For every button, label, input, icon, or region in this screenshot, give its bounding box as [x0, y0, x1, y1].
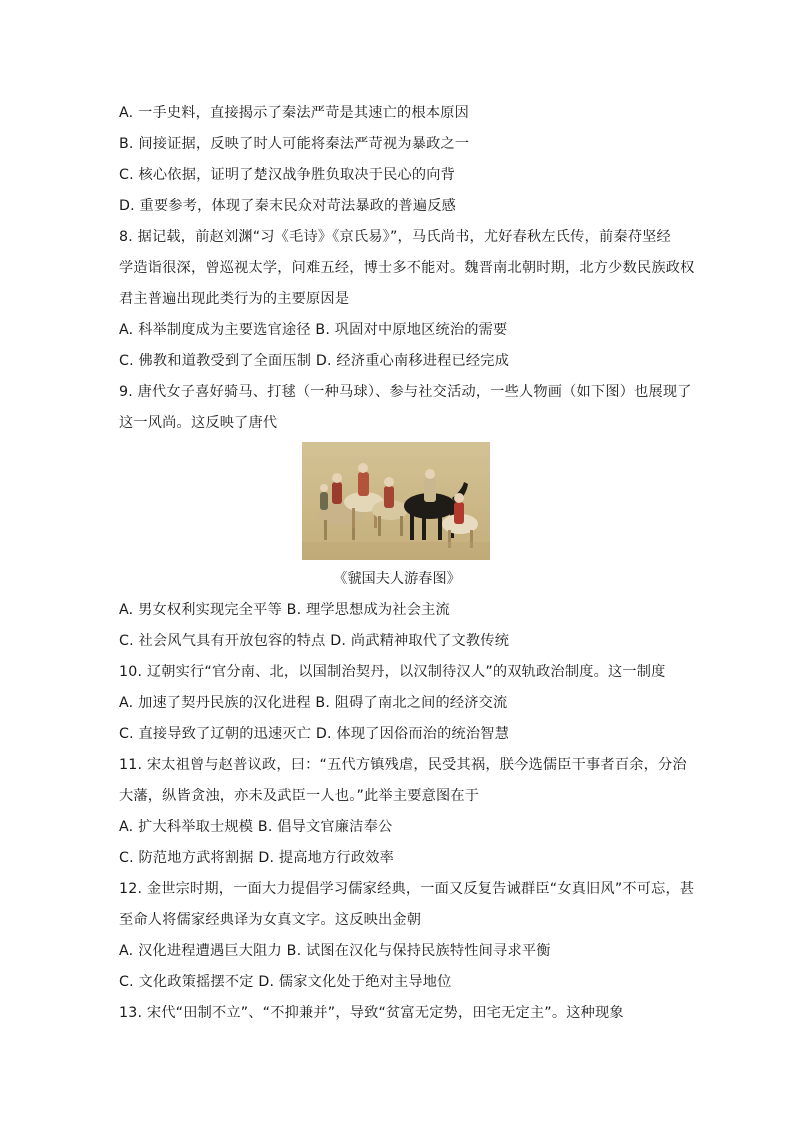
- question-11-line-1: 11. 宋太祖曾与赵普议政，曰：“五代方镇残虐，民受其祸，朕今选儒臣干事者百余，分治: [119, 757, 687, 773]
- question-8-line-3: 君主普遍出现此类行为的主要原因是: [119, 291, 350, 307]
- options-9-cd: C. 社会风气具有开放包容的特点 D. 尚武精神取代了文教传统: [119, 633, 510, 649]
- options-10-ab: A. 加速了契丹民族的汉化进程 B. 阻碍了南北之间的经济交流: [119, 695, 508, 711]
- options-12-cd: C. 文化政策摇摆不定 D. 儒家文化处于绝对主导地位: [119, 974, 452, 990]
- options-8-ab: A. 科举制度成为主要选官途径 B. 巩固对中原地区统治的需要: [119, 322, 508, 338]
- options-8-cd: C. 佛教和道教受到了全面压制 D. 经济重心南移进程已经完成: [119, 353, 510, 369]
- question-13: 13. 宋代“田制不立”、“不抑兼并”，导致“贫富无定势，田宅无定主”。这种现象: [119, 1005, 624, 1021]
- horse-riding-painting: [302, 442, 490, 560]
- question-12-line-1: 12. 金世宗时期，一面大力提倡学习儒家经典，一面又反复告诫群臣“女真旧风”不可忘，甚: [119, 881, 695, 897]
- option-7d: D. 重要参考，体现了秦末民众对苛法暴政的普遍反感: [119, 198, 457, 214]
- question-12-line-2: 至命人将儒家经典译为女真文字。这反映出金朝: [119, 912, 422, 928]
- options-9-ab: A. 男女权利实现完全平等 B. 理学思想成为社会主流: [119, 602, 450, 618]
- painting-figure: [302, 442, 490, 560]
- option-7b: B. 间接证据，反映了时人可能将秦法严苛视为暴政之一: [119, 136, 470, 152]
- question-8-line-2: 学造诣很深，曾巡视太学，问难五经，博士多不能对。魏晋南北朝时期，北方少数民族政权: [119, 260, 695, 276]
- question-8-line-1: 8. 据记载，前赵刘渊“习《毛诗》《京氏易》”，马氏尚书，尤好春秋左氏传，前秦苻坚经: [119, 229, 671, 245]
- question-10: 10. 辽朝实行“官分南、北，以国制治契丹，以汉制待汉人”的双轨政治制度。这一制度: [119, 664, 666, 680]
- figure-caption: 《虢国夫人游春图》: [333, 571, 461, 587]
- options-12-ab: A. 汉化进程遭遇巨大阻力 B. 试图在汉化与保持民族特性间寻求平衡: [119, 943, 551, 959]
- options-10-cd: C. 直接导致了辽朝的迅速灭亡 D. 体现了因俗而治的统治智慧: [119, 726, 510, 742]
- question-9-line-1: 9. 唐代女子喜好骑马、打毬（一种马球）、参与社交活动，一些人物画（如下图）也展现了: [119, 384, 692, 400]
- question-11-line-2: 大藩，纵皆贪浊，亦未及武臣一人也。”此举主要意图在于: [119, 788, 480, 804]
- option-7c: C. 核心依据，证明了楚汉战争胜负取决于民心的向背: [119, 167, 456, 183]
- options-11-ab: A. 扩大科举取士规模 B. 倡导文官廉洁奉公: [119, 819, 393, 835]
- question-9-line-2: 这一风尚。这反映了唐代: [119, 415, 278, 431]
- options-11-cd: C. 防范地方武将割据 D. 提高地方行政效率: [119, 850, 394, 866]
- option-7a: A. 一手史料，直接揭示了秦法严苛是其速亡的根本原因: [119, 105, 469, 121]
